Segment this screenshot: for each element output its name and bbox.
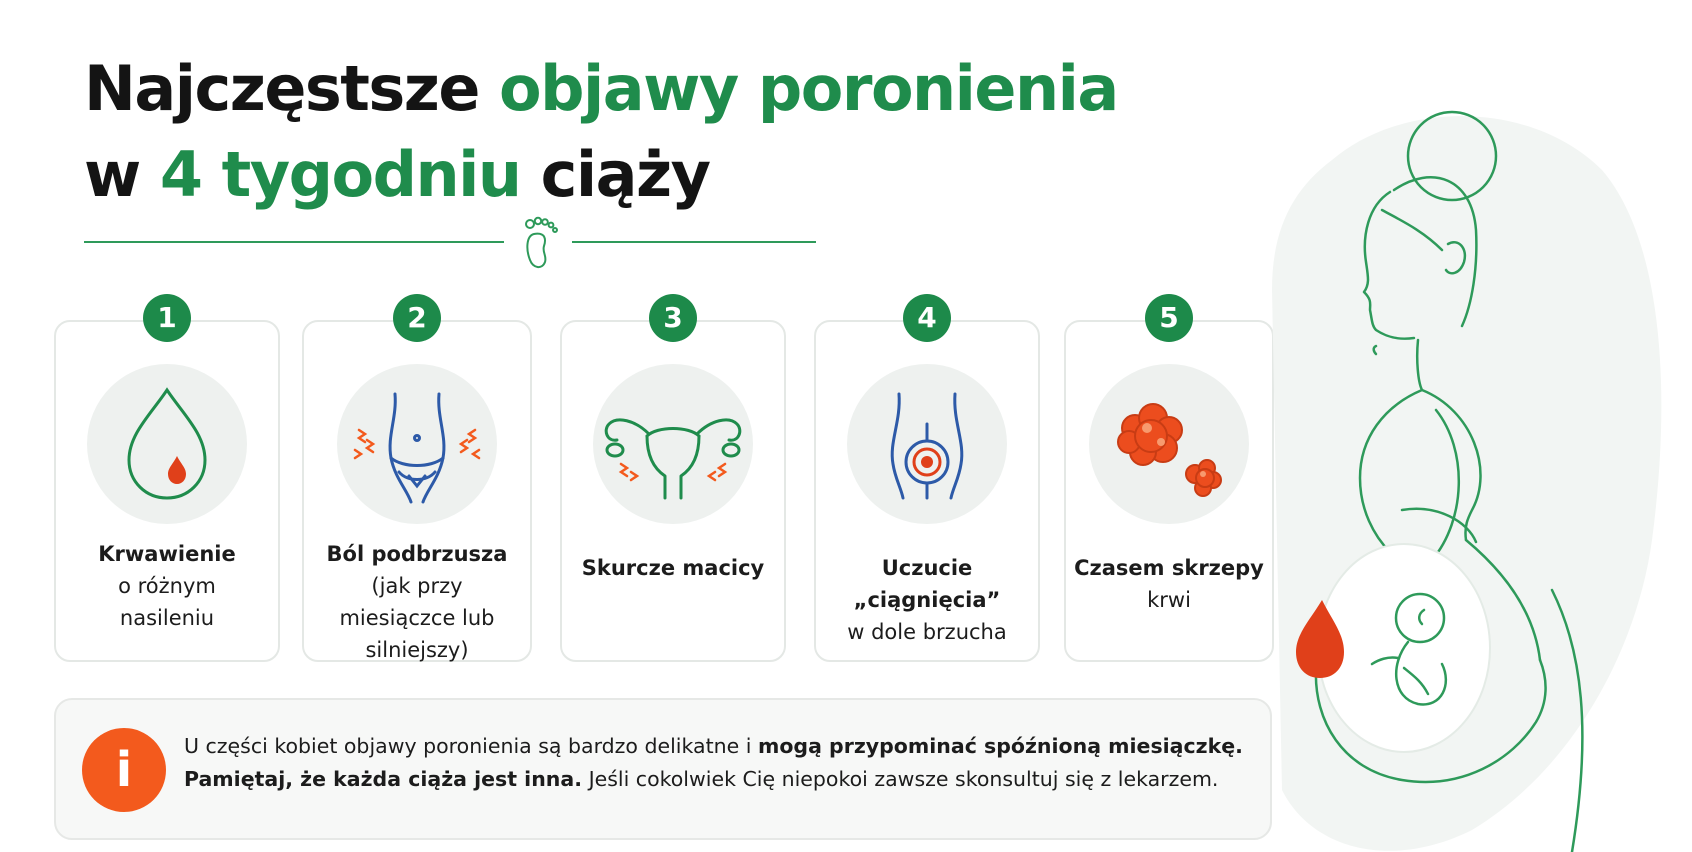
symptom-text bbox=[310, 538, 524, 666]
blood-clots-icon bbox=[1089, 364, 1249, 524]
symptom-card-3 bbox=[560, 301, 786, 662]
info-text-bold: mogą przypominać spóźnioną miesiączkę. bbox=[757, 734, 1243, 758]
title-part-black: Najczęstsze bbox=[84, 52, 479, 125]
symptom-desc: (jak przy miesiączce lub silniejszy) bbox=[339, 574, 495, 662]
symptom-text bbox=[62, 538, 272, 634]
icon-circle bbox=[1089, 364, 1249, 524]
symptom-text bbox=[822, 552, 1032, 648]
symptom-title: Skurcze macicy bbox=[581, 556, 765, 580]
step-badge: 5 bbox=[1145, 294, 1193, 342]
info-box bbox=[54, 698, 1272, 840]
uterus-cramps-icon bbox=[593, 364, 753, 524]
symptom-title: Czasem skrzepy bbox=[1074, 556, 1264, 580]
page-title bbox=[84, 46, 1118, 218]
pregnant-woman-illustration bbox=[1272, 90, 1672, 852]
info-text-part-2: Jeśli cokolwiek Cię niepokoi zawsze skonsultuj się z lekarzem. bbox=[588, 767, 1219, 791]
info-text-bold-2: Pamiętaj, że każda ciąża jest inna. bbox=[184, 767, 583, 791]
footprint-icon bbox=[518, 212, 562, 272]
info-text bbox=[184, 730, 1254, 796]
step-badge: 4 bbox=[903, 294, 951, 342]
divider-left bbox=[84, 241, 504, 243]
symptom-card-2 bbox=[302, 301, 532, 662]
title-part-green-2: 4 tygodniu bbox=[159, 138, 521, 211]
icon-circle bbox=[847, 364, 1007, 524]
symptom-text bbox=[568, 552, 778, 584]
title-part-black-2: w bbox=[84, 138, 140, 211]
symptom-title: Krwawienie bbox=[98, 542, 236, 566]
step-badge: 2 bbox=[393, 294, 441, 342]
symptom-card-4 bbox=[814, 301, 1040, 662]
symptom-text bbox=[1072, 552, 1266, 616]
symptom-title: Ból podbrzusza bbox=[326, 542, 508, 566]
symptom-desc: o różnym nasileniu bbox=[118, 574, 216, 630]
divider-right bbox=[572, 241, 816, 243]
blood-drop-icon bbox=[87, 364, 247, 524]
title-part-black-3: ciąży bbox=[540, 138, 710, 211]
info-text-part: U części kobiet objawy poronienia są bardzo delikatne i bbox=[184, 734, 752, 758]
step-badge: 3 bbox=[649, 294, 697, 342]
icon-circle bbox=[593, 364, 753, 524]
icon-circle bbox=[87, 364, 247, 524]
symptom-title: Uczucie „ciągnięcia” bbox=[853, 556, 1001, 612]
lower-abdomen-pain-icon bbox=[337, 364, 497, 524]
symptom-desc: krwi bbox=[1147, 588, 1191, 612]
step-badge: 1 bbox=[143, 294, 191, 342]
title-part-green: objawy poronienia bbox=[499, 52, 1118, 125]
symptom-card-1 bbox=[54, 301, 280, 662]
pulling-sensation-icon bbox=[847, 364, 1007, 524]
symptom-desc: w dole brzucha bbox=[847, 620, 1007, 644]
icon-circle bbox=[337, 364, 497, 524]
symptom-card-5 bbox=[1064, 301, 1274, 662]
info-icon: i bbox=[82, 728, 166, 812]
